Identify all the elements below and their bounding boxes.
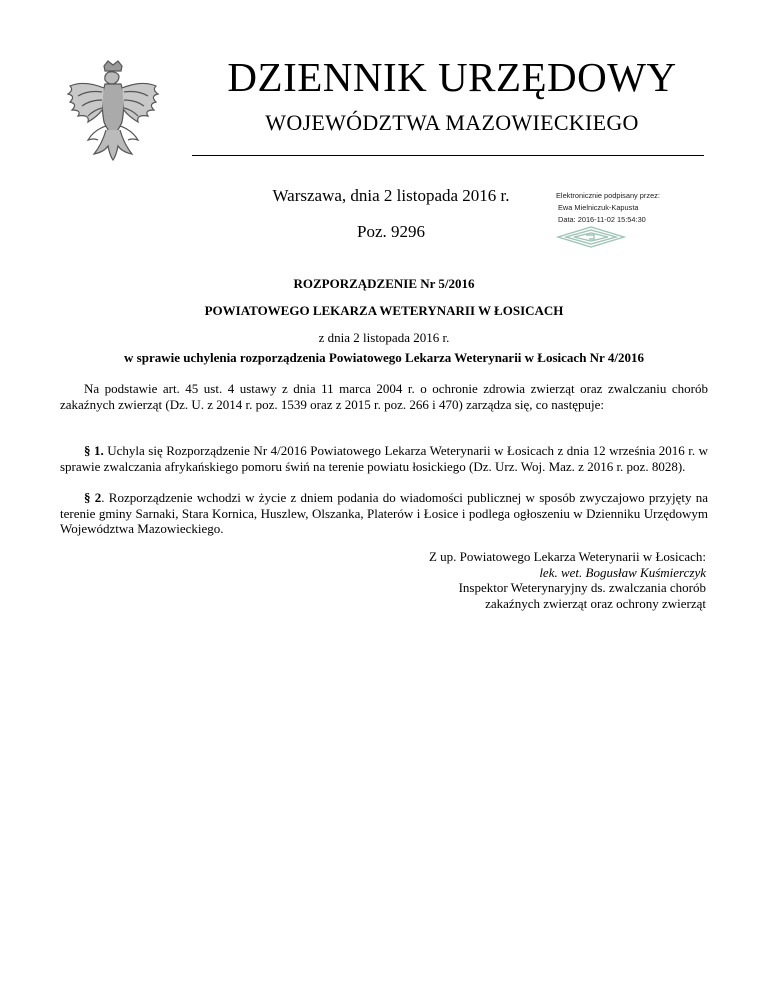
act-authority: POWIATOWEGO LEKARZA WETERYNARII W ŁOSICACH — [204, 303, 564, 318]
publication-place-date: Warszawa, dnia 2 listopada 2016 r. — [272, 186, 510, 205]
act-date: z dnia 2 listopada 2016 r. — [318, 330, 450, 345]
preamble-paragraph: Na podstawie art. 45 ust. 4 ustawy z dnia 11 marca 2004 r. o ochronie zdrowia zwierząt oraz zwalczaniu chorób zakaźnych zwierząt (Dz. U. z 2014 r. poz. 1539 oraz z 2015 r. poz. 266 i 470) zarządza się, co następuje: — [60, 381, 708, 412]
section-paragraph — [60, 490, 708, 537]
section-label: § 2 — [84, 490, 102, 505]
section-text: . Rozporządzenie wchodzi w życie z dniem podania do wiadomości publicznej w sposób zwyczajowo przyjęty na terenie gminy Sarnaki, Stara Kornica, Huszlew, Olszanka, Platerów i Łosice i podlega ogłoszeniu w Dzienniku Urzędowym Województwa Mazowieckiego. — [60, 490, 708, 536]
signatory-role: zakaźnych zwierząt oraz ochrony zwierząt — [485, 595, 706, 611]
signature-stamp-signer: Ewa Mielniczuk-Kapusta — [558, 203, 639, 212]
header-divider — [192, 155, 704, 156]
signatory-block — [286, 549, 706, 611]
signature-validation-mark-icon — [556, 225, 626, 249]
signatory-authorization: Z up. Powiatowego Lekarza Weterynarii w Łosicach: — [428, 549, 706, 564]
act-title: ROZPORZĄDZENIE Nr 5/2016 — [293, 276, 475, 291]
act-subject: w sprawie uchylenia rozporządzenia Powiatowego Lekarza Weterynarii w Łosicach Nr 4/2016 — [124, 350, 644, 365]
signature-stamp-line: Elektronicznie podpisany przez: — [556, 191, 660, 200]
section-label: § 1. — [84, 443, 104, 458]
journal-title: DZIENNIK URZĘDOWY — [227, 54, 677, 100]
polish-eagle-emblem-icon — [64, 60, 162, 162]
signatory-role: Inspektor Weterynaryjny ds. zwalczania chorób — [458, 580, 706, 595]
signatory-name: lek. wet. Bogusław Kuśmierczyk — [539, 564, 706, 580]
publication-position: Poz. 9296 — [357, 222, 425, 241]
journal-subtitle: WOJEWÓDZTWA MAZOWIECKIEGO — [265, 110, 639, 135]
electronic-signature-stamp — [556, 190, 706, 226]
signature-stamp-date: Data: 2016-11-02 15:54:30 — [558, 215, 646, 224]
section-text: Uchyla się Rozporządzenie Nr 4/2016 Powiatowego Lekarza Weterynarii w Łosicach z dnia 12 września 2016 r. w sprawie zwalczania afrykańskiego pomoru świń na terenie powiatu łosickiego (Dz. Urz. Woj. Maz. z 2016 r. poz. 8028). — [60, 443, 709, 474]
section-paragraph — [60, 443, 708, 474]
